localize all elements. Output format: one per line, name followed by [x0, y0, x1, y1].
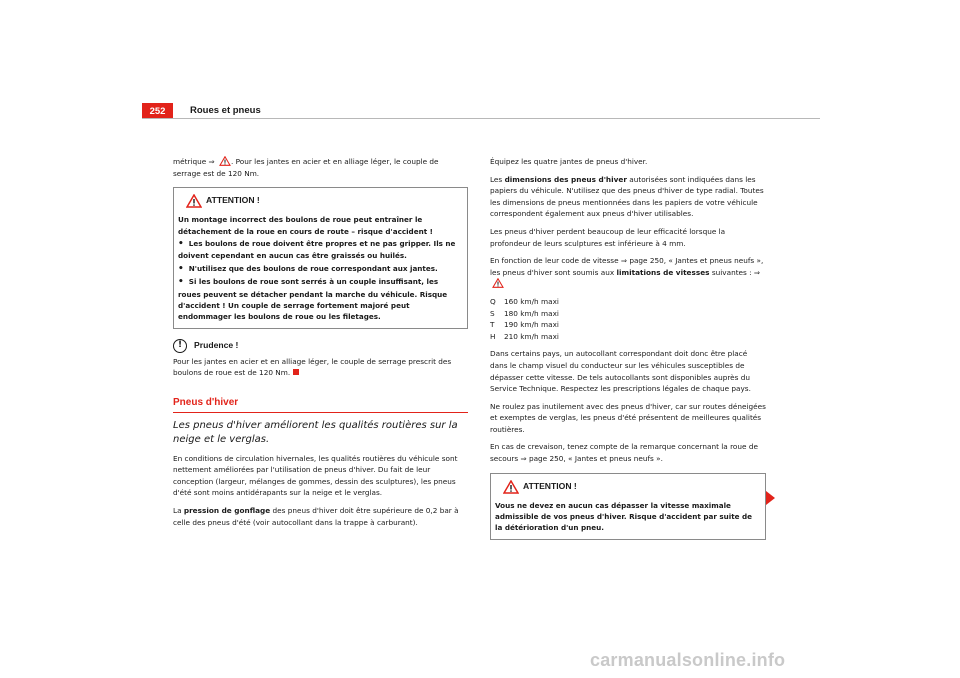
- speed-code: S: [490, 308, 495, 318]
- right-column: [490, 156, 766, 550]
- section-subtitle: Les pneus d'hiver améliorent les qualités routières sur la neige et le verglas.: [173, 419, 458, 445]
- caution-header: [173, 339, 468, 353]
- caution-text: Pour les jantes en acier et en alliage léger, le couple de serrage prescrit des boulons de roue est de 120 Nm.: [173, 356, 452, 378]
- caution-title: Prudence !: [194, 340, 239, 351]
- equip-paragraph: Équipez les quatre jantes de pneus d'hiver.: [490, 157, 648, 166]
- intro-text: métrique ⇒ . Pour les jantes en acier et en alliage léger, le couple de serrage est de 120 Nm.: [173, 157, 439, 178]
- warning-bullet: • Si les boulons de roue sont serrés à un couple insuffisant, les roues peuvent se détacher pendant la marche du véhicule. Risque d'accident ! Un couple de serrage fortement majoré peut endommager les boulons de roue ou les filetages.: [178, 276, 462, 323]
- speed-limit-list: [490, 296, 766, 342]
- dimensions-paragraph: [490, 174, 766, 220]
- caution-paragraph: [173, 356, 468, 379]
- page-number: 252: [142, 103, 173, 119]
- sticker-paragraph: Dans certains pays, un autocollant correspondant doit donc être placé dans le champ visuel du conducteur sur les véhicules susceptibles de dépasser cette vitesse. De tels autocollants sont disponibles auprès du Service Technique. Respectez les prescriptions légales de chaque pays.: [490, 349, 751, 394]
- watermark: carmanualsonline.info: [590, 650, 786, 670]
- pressure-text-pre: La: [173, 506, 184, 515]
- warning-header: [491, 474, 765, 499]
- tread-depth-paragraph: Les pneus d'hiver perdent beaucoup de leur efficacité lorsque la profondeur de leurs sculptures est inférieure à 4 mm.: [490, 226, 726, 248]
- caution-icon: !: [173, 339, 187, 353]
- dimensions-text-pre: Les: [490, 174, 505, 184]
- running-header: Roues et pneus: [190, 105, 261, 116]
- warning-title: ATTENTION !: [523, 480, 577, 491]
- section-divider: [173, 412, 468, 413]
- speed-value: 210 km/h maxi: [504, 331, 559, 341]
- warning-triangle-icon: [186, 194, 202, 208]
- speed-value: 180 km/h maxi: [504, 308, 559, 318]
- warning-box: [173, 187, 468, 329]
- warning-lead: Un montage incorrect des boulons de roue peut entraîner le détachement de la roue en cours de route – risque d'accident !: [178, 215, 433, 236]
- list-item: [490, 308, 766, 320]
- list-item: [490, 331, 766, 343]
- left-column: [173, 156, 468, 534]
- speed-code: T: [490, 320, 495, 330]
- continue-arrow-icon: [766, 491, 775, 505]
- header-divider: [142, 118, 820, 119]
- end-of-section-icon: [293, 369, 299, 375]
- warning-triangle-icon: [219, 156, 231, 166]
- pressure-paragraph: [173, 505, 468, 528]
- speed-code-paragraph: [490, 255, 766, 290]
- warning-bullet: • Les boulons de roue doivent être propres et ne pas gripper. Ils ne doivent cependant en aucun cas être graissés ou huilés.: [178, 238, 462, 262]
- warning-body: [491, 499, 765, 539]
- intro-paragraph: [173, 156, 468, 179]
- warning-triangle-icon: [503, 480, 519, 494]
- section-title: Pneus d'hiver: [173, 397, 239, 409]
- warning-header: [174, 188, 467, 213]
- speed-limits-term: limitations de vitesses: [616, 267, 710, 277]
- list-item: [490, 319, 766, 331]
- warning-box: [490, 473, 766, 540]
- summer-tyres-paragraph: Ne roulez pas inutilement avec des pneus d'hiver, car sur routes déneigées et exemptes de verglas, les pneus d'été présentent de meilleures qualités routières.: [490, 401, 766, 434]
- pressure-term: pression de gonflage: [183, 506, 271, 515]
- puncture-paragraph: En cas de crevaison, tenez compte de la remarque concernant la roue de secours ⇒ page 250, « Jantes et pneus neufs ».: [490, 442, 758, 464]
- dimensions-term: dimensions des pneus d'hiver: [504, 174, 627, 184]
- speed-value: 190 km/h maxi: [504, 320, 559, 330]
- warning-text: Vous ne devez en aucun cas dépasser la vitesse maximale admissible de vos pneus d'hiver. Risque d'accident par suite de la détérioration d'un pneu.: [495, 500, 753, 533]
- pressure-text-post: des pneus d'hiver doit être supérieure de 0,2 bar à celle des pneus d'été (voir autocollant dans la trappe à carburant).: [173, 506, 459, 527]
- warning-bullet: • N'utilisez que des boulons de roue correspondant aux jantes.: [178, 263, 462, 275]
- warning-body: [174, 213, 467, 328]
- dimensions-text-post: autorisées sont indiquées dans les papiers du véhicule. N'utilisez que des pneus d'hiver de type radial. Toutes les dimensions de pneus mentionnées dans les papiers de votre véhicule correspondent également aux pneus d'hiver utilisables.: [490, 174, 764, 219]
- speed-code-text-pre: En fonction de leur code de vitesse ⇒ page 250, « Jantes et pneus neufs », les pneus d'hiver sont soumis aux: [490, 256, 764, 277]
- winter-tyres-paragraph: En conditions de circulation hivernales, les qualités routières du véhicule sont nettement améliorées par l'utilisation de pneus d'hiver. Du fait de leur conception (largeur, mélanges de gommes, dessin des sculptures), les pneus d'été sont moins antidérapants sur la neige et le verglas.: [173, 453, 458, 498]
- speed-code: Q: [490, 296, 496, 306]
- list-item: [490, 296, 766, 308]
- speed-code-text-post: suivantes : ⇒: [709, 267, 761, 277]
- speed-value: 160 km/h maxi: [504, 296, 559, 306]
- warning-triangle-icon: [492, 278, 504, 288]
- warning-title: ATTENTION !: [206, 195, 260, 206]
- speed-code: H: [490, 331, 496, 341]
